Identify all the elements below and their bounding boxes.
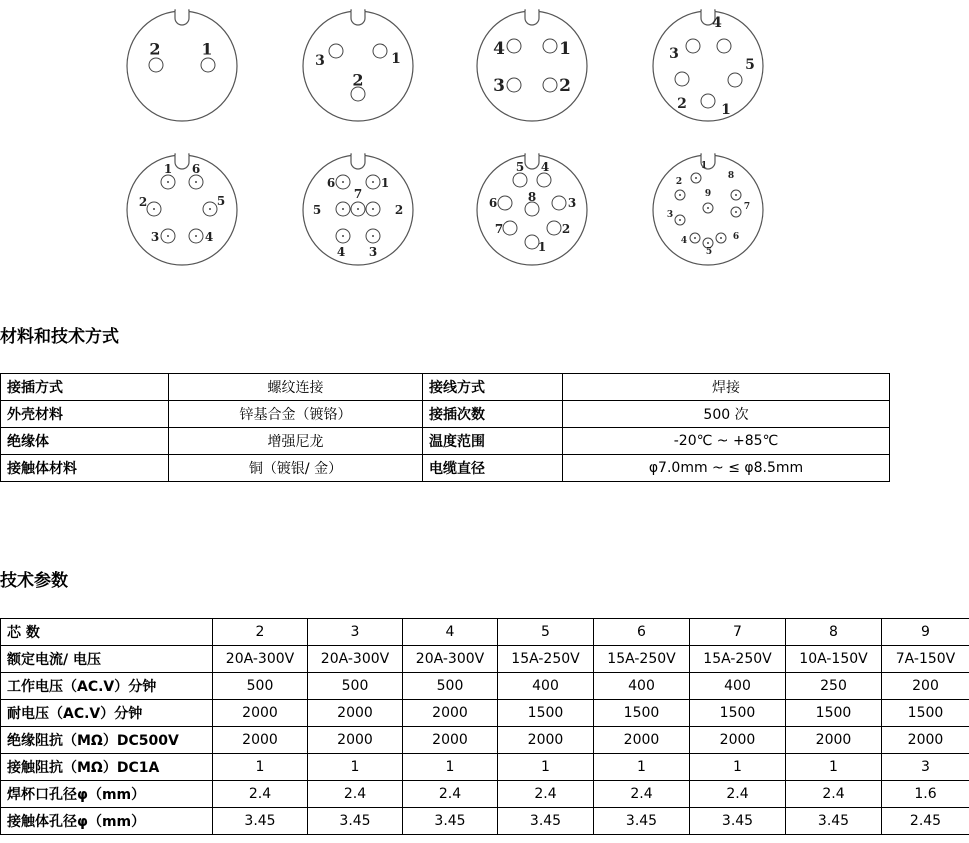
- specs-value-cell: 200: [882, 673, 969, 700]
- pin-center-dot: [153, 208, 155, 210]
- pin-number-label: 1: [700, 161, 708, 171]
- pin-socket: [507, 78, 521, 92]
- pin-number-label: 4: [336, 245, 346, 259]
- pin-number-label: 5: [515, 160, 525, 174]
- pin-center-dot: [720, 237, 722, 239]
- pin-socket: [525, 202, 539, 216]
- pin-number-label: 2: [149, 39, 161, 59]
- specs-value-cell: 2000: [690, 727, 786, 754]
- materials-row: [1, 401, 890, 428]
- connector-pin-diagrams: [0, 0, 969, 280]
- materials-label-cell: 接触体材料: [1, 455, 169, 482]
- specs-value-cell: 3.45: [403, 808, 498, 835]
- keyway-notch: [525, 154, 539, 169]
- pin-number-label: 1: [721, 102, 731, 118]
- pin-number-label: 2: [352, 70, 364, 90]
- materials-table: [0, 373, 890, 482]
- materials-row: [1, 455, 890, 482]
- pin-number-label: 6: [326, 176, 336, 190]
- specs-value-cell: 3: [308, 619, 403, 646]
- specs-value-cell: 2000: [498, 727, 594, 754]
- pin-center-dot: [694, 237, 696, 239]
- pin-socket: [547, 221, 561, 235]
- pin-socket: [543, 78, 557, 92]
- specs-value-cell: 3.45: [786, 808, 882, 835]
- pin-center-dot: [167, 181, 169, 183]
- materials-label-cell: 接插次数: [423, 401, 563, 428]
- connector-face: [127, 155, 237, 265]
- pin-center-dot: [707, 242, 709, 244]
- pin-number-label: 1: [537, 240, 547, 254]
- specs-label-cell: 额定电流/ 电压: [1, 646, 213, 673]
- specs-value-cell: 20A-300V: [403, 646, 498, 673]
- specs-value-cell: 1: [213, 754, 308, 781]
- pin-number-label: 2: [561, 222, 571, 236]
- specs-value-cell: 2000: [213, 727, 308, 754]
- materials-label-cell: 温度范围: [423, 428, 563, 455]
- pin-number-label: 5: [705, 247, 713, 257]
- pin-center-dot: [707, 207, 709, 209]
- pin-number-label: 3: [493, 76, 505, 96]
- pin-center-dot: [342, 235, 344, 237]
- specs-value-cell: 2.4: [594, 781, 690, 808]
- specs-label-cell: 焊杯口孔径φ（mm）: [1, 781, 213, 808]
- specs-value-cell: 1: [498, 754, 594, 781]
- pin-socket: [329, 44, 343, 58]
- pin-number-label: 6: [488, 196, 498, 210]
- specs-value-cell: 2000: [403, 727, 498, 754]
- materials-value-cell: -20℃ ~ +85℃: [563, 428, 890, 455]
- specs-value-cell: 2.45: [882, 808, 969, 835]
- pin-socket: [537, 173, 551, 187]
- specs-value-cell: 2000: [213, 700, 308, 727]
- specs-row: [1, 808, 969, 835]
- pin-socket: [675, 72, 689, 86]
- specs-value-cell: 500: [403, 673, 498, 700]
- specs-value-cell: 7A-150V: [882, 646, 969, 673]
- specs-value-cell: 3.45: [690, 808, 786, 835]
- pin-socket: [503, 221, 517, 235]
- specs-value-cell: 2000: [882, 727, 969, 754]
- keyway-notch: [351, 10, 365, 25]
- pin-diagram: [303, 152, 413, 265]
- specs-value-cell: 20A-300V: [308, 646, 403, 673]
- pin-number-label: 2: [394, 203, 404, 217]
- pin-number-label: 2: [677, 96, 687, 112]
- specs-value-cell: 400: [690, 673, 786, 700]
- specs-row: [1, 673, 969, 700]
- pin-number-label: 5: [745, 57, 755, 73]
- pin-socket: [149, 58, 163, 72]
- specs-value-cell: 3.45: [213, 808, 308, 835]
- specs-value-cell: 9: [882, 619, 969, 646]
- keyway-notch: [175, 154, 189, 169]
- pin-number-label: 7: [494, 222, 504, 236]
- pin-socket: [543, 39, 557, 53]
- specs-value-cell: 1: [690, 754, 786, 781]
- pin-socket: [498, 196, 512, 210]
- pin-center-dot: [357, 208, 359, 210]
- pin-number-label: 1: [163, 162, 173, 176]
- specs-value-cell: 1500: [882, 700, 969, 727]
- specs-value-cell: 1.6: [882, 781, 969, 808]
- specs-value-cell: 3.45: [498, 808, 594, 835]
- pin-number-label: 9: [704, 189, 712, 199]
- specs-value-cell: 2.4: [786, 781, 882, 808]
- pin-number-label: 6: [191, 162, 201, 176]
- connector-face: [127, 11, 237, 121]
- pin-number-label: 1: [559, 39, 571, 59]
- specs-value-cell: 1500: [498, 700, 594, 727]
- pin-center-dot: [679, 219, 681, 221]
- pin-socket: [513, 173, 527, 187]
- pin-socket: [507, 39, 521, 53]
- specs-value-cell: 20A-300V: [213, 646, 308, 673]
- pin-diagram: [127, 152, 237, 265]
- pin-number-label: 8: [527, 190, 537, 204]
- pin-socket: [373, 44, 387, 58]
- specs-value-cell: 500: [308, 673, 403, 700]
- specs-value-cell: 5: [498, 619, 594, 646]
- materials-row: [1, 428, 890, 455]
- pin-socket: [201, 58, 215, 72]
- specs-row: [1, 754, 969, 781]
- pin-number-label: 7: [353, 187, 363, 201]
- pin-number-label: 3: [666, 210, 674, 220]
- specs-value-cell: 1500: [690, 700, 786, 727]
- materials-value-cell: 螺纹连接: [169, 374, 423, 401]
- materials-label-cell: 接线方式: [423, 374, 563, 401]
- specs-label-cell: 耐电压（AC.V）分钟: [1, 700, 213, 727]
- pin-number-label: 6: [732, 232, 740, 242]
- keyway-notch: [351, 154, 365, 169]
- pin-number-label: 8: [727, 171, 735, 181]
- materials-row: [1, 374, 890, 401]
- pin-center-dot: [195, 235, 197, 237]
- specs-value-cell: 1500: [594, 700, 690, 727]
- pin-number-label: 1: [380, 176, 390, 190]
- specs-value-cell: 1: [786, 754, 882, 781]
- pin-diagram: [477, 152, 587, 265]
- specs-value-cell: 1: [594, 754, 690, 781]
- specs-value-cell: 8: [786, 619, 882, 646]
- pin-center-dot: [167, 235, 169, 237]
- materials-value-cell: 500 次: [563, 401, 890, 428]
- pin-center-dot: [342, 208, 344, 210]
- specs-value-cell: 3.45: [308, 808, 403, 835]
- pin-socket: [552, 196, 566, 210]
- specs-value-cell: 250: [786, 673, 882, 700]
- pin-center-dot: [342, 181, 344, 183]
- pin-center-dot: [735, 211, 737, 213]
- specs-value-cell: 3.45: [594, 808, 690, 835]
- keyway-notch: [175, 10, 189, 25]
- pin-center-dot: [209, 208, 211, 210]
- pin-center-dot: [372, 235, 374, 237]
- specs-value-cell: 15A-250V: [690, 646, 786, 673]
- pin-number-label: 4: [493, 39, 505, 59]
- specs-value-cell: 4: [403, 619, 498, 646]
- specs-section-title: 技术参数: [0, 571, 68, 591]
- specs-value-cell: 2000: [308, 727, 403, 754]
- materials-section-title: 材料和技术方式: [0, 327, 119, 347]
- pin-number-label: 5: [312, 203, 322, 217]
- specs-value-cell: 2000: [403, 700, 498, 727]
- specs-label-cell: 接触阻抗（MΩ）DC1A: [1, 754, 213, 781]
- specs-row: [1, 619, 969, 646]
- pin-diagram: [303, 8, 413, 121]
- pin-number-label: 4: [712, 15, 722, 31]
- connector-face: [477, 11, 587, 121]
- pin-number-label: 2: [559, 76, 571, 96]
- pin-center-dot: [372, 208, 374, 210]
- specs-value-cell: 1: [308, 754, 403, 781]
- keyway-notch: [525, 10, 539, 25]
- pin-number-label: 7: [743, 202, 751, 212]
- pin-socket: [701, 94, 715, 108]
- pin-number-label: 1: [391, 51, 401, 67]
- specs-label-cell: 芯 数: [1, 619, 213, 646]
- pin-center-dot: [372, 181, 374, 183]
- pin-number-label: 2: [138, 195, 148, 209]
- pin-number-label: 1: [201, 39, 213, 59]
- specs-value-cell: 10A-150V: [786, 646, 882, 673]
- pin-center-dot: [195, 181, 197, 183]
- materials-value-cell: 焊接: [563, 374, 890, 401]
- materials-label-cell: 绝缘体: [1, 428, 169, 455]
- pin-socket: [686, 39, 700, 53]
- pin-number-label: 4: [680, 236, 688, 246]
- pin-number-label: 4: [540, 160, 550, 174]
- pin-number-label: 3: [669, 46, 679, 62]
- pin-diagram: [653, 8, 763, 121]
- specs-row: [1, 646, 969, 673]
- materials-label-cell: 接插方式: [1, 374, 169, 401]
- specs-value-cell: 2000: [308, 700, 403, 727]
- pin-socket: [717, 39, 731, 53]
- pin-center-dot: [695, 177, 697, 179]
- pin-number-label: 3: [315, 53, 325, 69]
- specs-value-cell: 7: [690, 619, 786, 646]
- pin-number-label: 3: [567, 196, 577, 210]
- specs-value-cell: 2: [213, 619, 308, 646]
- specs-value-cell: 6: [594, 619, 690, 646]
- specs-row: [1, 727, 969, 754]
- specs-value-cell: 1500: [786, 700, 882, 727]
- specs-label-cell: 绝缘阻抗（MΩ）DC500V: [1, 727, 213, 754]
- specs-value-cell: 2000: [594, 727, 690, 754]
- specs-value-cell: 15A-250V: [594, 646, 690, 673]
- specs-value-cell: 2.4: [690, 781, 786, 808]
- specs-table: [0, 618, 969, 835]
- specs-value-cell: 2.4: [403, 781, 498, 808]
- pin-center-dot: [735, 194, 737, 196]
- specs-value-cell: 2.4: [213, 781, 308, 808]
- specs-value-cell: 2.4: [498, 781, 594, 808]
- specs-value-cell: 3: [882, 754, 969, 781]
- materials-value-cell: 铜（镀银/ 金）: [169, 455, 423, 482]
- specs-value-cell: 400: [594, 673, 690, 700]
- specs-value-cell: 500: [213, 673, 308, 700]
- specs-value-cell: 400: [498, 673, 594, 700]
- specs-row: [1, 781, 969, 808]
- specs-value-cell: 2000: [786, 727, 882, 754]
- pin-number-label: 2: [675, 177, 683, 187]
- pin-diagram: [477, 8, 587, 121]
- specs-label-cell: 接触体孔径φ（mm）: [1, 808, 213, 835]
- pin-number-label: 5: [216, 194, 226, 208]
- materials-value-cell: φ7.0mm ~ ≤ φ8.5mm: [563, 455, 890, 482]
- specs-row: [1, 700, 969, 727]
- pin-diagram: [127, 8, 237, 121]
- pin-number-label: 3: [368, 245, 378, 259]
- pin-diagram: [653, 152, 763, 265]
- specs-value-cell: 15A-250V: [498, 646, 594, 673]
- materials-label-cell: 电缆直径: [423, 455, 563, 482]
- pin-center-dot: [679, 194, 681, 196]
- specs-label-cell: 工作电压（AC.V）分钟: [1, 673, 213, 700]
- materials-value-cell: 增强尼龙: [169, 428, 423, 455]
- pin-socket: [728, 73, 742, 87]
- materials-value-cell: 锌基合金（镀铬）: [169, 401, 423, 428]
- specs-value-cell: 1: [403, 754, 498, 781]
- specs-value-cell: 2.4: [308, 781, 403, 808]
- materials-label-cell: 外壳材料: [1, 401, 169, 428]
- pin-number-label: 4: [204, 230, 214, 244]
- pin-number-label: 3: [150, 230, 160, 244]
